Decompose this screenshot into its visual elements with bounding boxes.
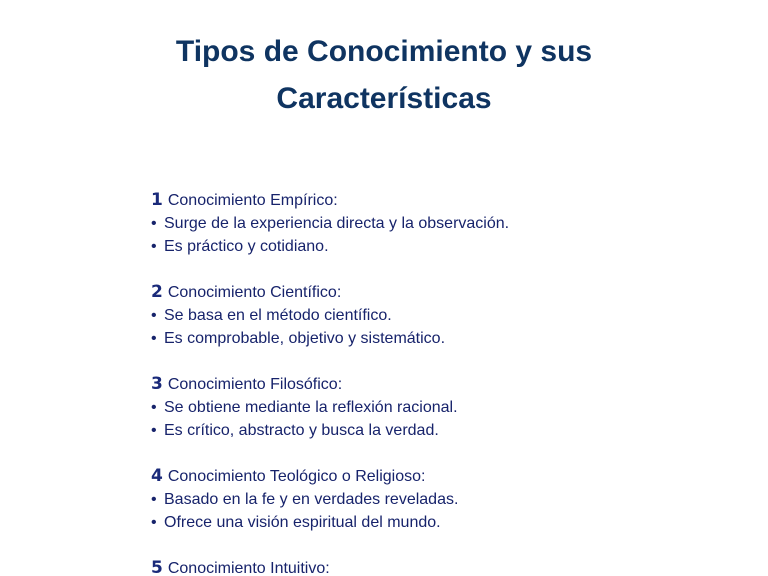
bullet-item <box>151 511 751 534</box>
bullet-icon: • <box>151 330 157 347</box>
bullet-text: Se basa en el método científico. <box>164 307 392 324</box>
knowledge-list <box>151 189 751 576</box>
bullet-icon: • <box>151 399 157 416</box>
section-title: Conocimiento Filosófico: <box>167 376 343 393</box>
bullet-icon: • <box>151 514 157 531</box>
bullet-item <box>151 327 751 350</box>
page-title: Tipos de Conocimiento y sus Características <box>175 35 593 115</box>
bullet-text: Es crítico, abstracto y busca la verdad. <box>164 422 439 439</box>
section-number: 4 <box>151 466 163 486</box>
section-heading <box>151 465 751 488</box>
bullet-text: Basado en la fe y en verdades reveladas. <box>164 491 459 508</box>
bullet-item <box>151 419 751 442</box>
bullet-text: Es práctico y cotidiano. <box>164 238 329 255</box>
bullet-icon: • <box>151 307 157 324</box>
bullet-text: Es comprobable, objetivo y sistemático. <box>164 330 446 347</box>
bullet-text: Se obtiene mediante la reflexión racional. <box>164 399 458 416</box>
section-heading <box>151 373 751 396</box>
section-number: 5 <box>151 558 163 576</box>
section-title: Conocimiento Científico: <box>167 284 342 301</box>
bullet-icon: • <box>151 215 157 232</box>
bullet-item <box>151 304 751 327</box>
section-title: Conocimiento Teológico o Religioso: <box>167 468 426 485</box>
section-empirico <box>151 189 751 258</box>
bullet-text: Surge de la experiencia directa y la observación. <box>164 215 510 232</box>
section-heading <box>151 557 751 576</box>
bullet-item <box>151 212 751 235</box>
section-title: Conocimiento Intuitivo: <box>167 560 330 576</box>
bullet-icon: • <box>151 491 157 508</box>
bullet-item <box>151 235 751 258</box>
bullet-item <box>151 488 751 511</box>
bullet-icon: • <box>151 422 157 439</box>
section-number: 3 <box>151 374 163 394</box>
section-cientifico <box>151 281 751 350</box>
bullet-text: Ofrece una visión espiritual del mundo. <box>164 514 441 531</box>
section-number: 2 <box>151 282 163 302</box>
bullet-icon: • <box>151 238 157 255</box>
section-heading <box>151 189 751 212</box>
section-number: 1 <box>151 190 163 210</box>
section-heading <box>151 281 751 304</box>
section-title: Conocimiento Empírico: <box>167 192 338 209</box>
section-filosofico <box>151 373 751 442</box>
section-teologico <box>151 465 751 534</box>
bullet-item <box>151 396 751 419</box>
section-intuitivo <box>151 557 751 576</box>
